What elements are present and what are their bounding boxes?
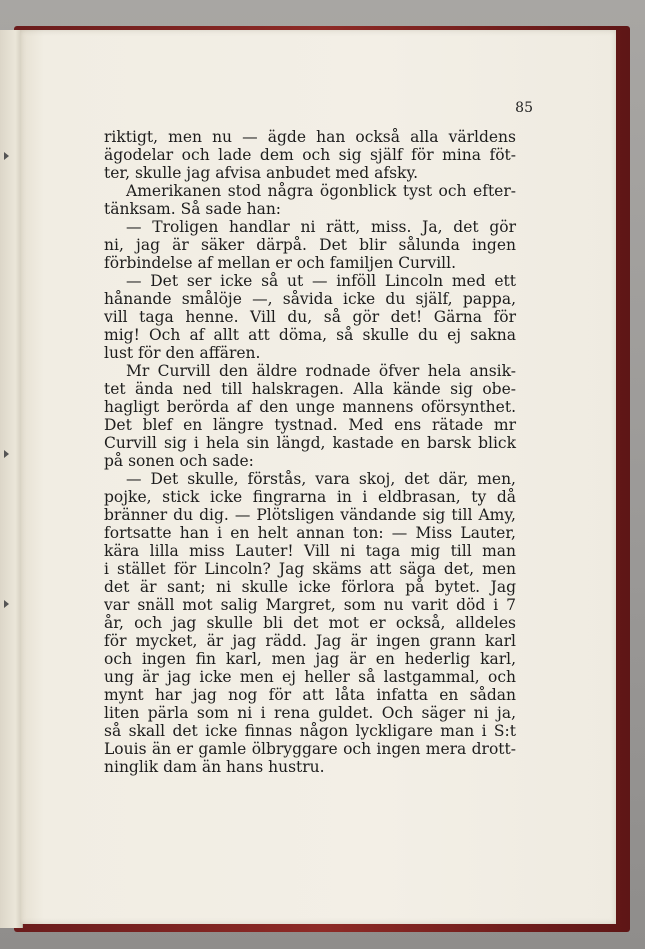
text-line: för mycket, är jag rädd. Jag är ingen grann karl [104, 632, 516, 650]
paragraph [104, 182, 516, 218]
paragraph [104, 272, 516, 362]
text-line: det är sant; ni skulle icke förlora på bytet. Jag [104, 578, 516, 596]
text-line: Amerikanen stod några ögonblick tyst och efter- [126, 182, 516, 200]
text-line: riktigt, men nu — ägde han också alla världens [104, 128, 516, 146]
edge-mark [4, 600, 9, 608]
text-line: och ingen fin karl, men jag är en hederlig karl, [104, 650, 516, 668]
text-line: i stället för Lincoln? Jag skäms att säga det, men [104, 560, 516, 578]
text-line: hånande smålöje —, såvida icke du själf, pappa, [104, 290, 516, 308]
text-line: så skall det icke finnas någon lyckligare man i S:t [104, 722, 516, 740]
page-number: 85 [515, 100, 533, 116]
edge-mark [4, 152, 9, 160]
text-line: bränner du dig. — Plötsligen vändande sig till Amy, [104, 506, 516, 524]
text-line: ninglik dam än hans hustru. [104, 758, 325, 776]
body-text [104, 128, 516, 776]
text-line: Det blef en längre tystnad. Med ens rätade mr [104, 416, 516, 434]
text-line: år, och jag skulle bli det mot er också, alldeles [104, 614, 516, 632]
text-line: ung är jag icke men ej heller så lastgammal, och [104, 668, 516, 686]
text-line: på sonen och sade: [104, 452, 254, 470]
text-line: Curvill sig i hela sin längd, kastade en barsk blick [104, 434, 516, 452]
text-line: ter, skulle jag afvisa anbudet med afsky. [104, 164, 419, 182]
text-line: Louis än er gamle ölbryggare och ingen mera drott- [104, 740, 516, 758]
text-line: mynt har jag nog för att låta infatta en sådan [104, 686, 516, 704]
text-line: pojke, stick icke fingrarna in i eldbrasan, ty då [104, 488, 516, 506]
text-line: mig! Och af allt att döma, så skulle du ej sakna [104, 326, 516, 344]
text-line: ni, jag är säker därpå. Det blir sålunda ingen [104, 236, 516, 254]
edge-mark [4, 450, 9, 458]
text-line: kära lilla miss Lauter! Vill ni taga mig till man [104, 542, 516, 560]
text-line: lust för den affären. [104, 344, 261, 362]
text-line: var snäll mot salig Margret, som nu varit död i 7 [104, 596, 516, 614]
text-line: hagligt berörda af den unge mannens oförsynthet. [104, 398, 516, 416]
text-line: förbindelse af mellan er och familjen Curvill. [104, 254, 457, 272]
text-line: — Det ser icke så ut — inföll Lincoln med ett [126, 272, 516, 290]
paragraph [104, 218, 516, 272]
text-line: — Det skulle, förstås, vara skoj, det där, men, [126, 470, 516, 488]
text-line: tänksam. Så sade han: [104, 200, 282, 218]
text-line: Mr Curvill den äldre rodnade öfver hela ansik- [126, 362, 516, 380]
text-line: ägodelar och lade dem och sig själf för mina föt- [104, 146, 516, 164]
paragraph [104, 128, 516, 182]
text-line: liten pärla som ni i rena guldet. Och säger ni ja, [104, 704, 516, 722]
text-line: tet ända ned till halskragen. Alla kände sig obe- [104, 380, 516, 398]
paragraph [104, 470, 516, 776]
paragraph [104, 362, 516, 470]
text-line: fortsatte han i en helt annan ton: — Miss Lauter, [104, 524, 516, 542]
text-line: vill taga henne. Vill du, så gör det! Gärna för [104, 308, 516, 326]
text-line: — Troligen handlar ni rätt, miss. Ja, det gör [126, 218, 516, 236]
